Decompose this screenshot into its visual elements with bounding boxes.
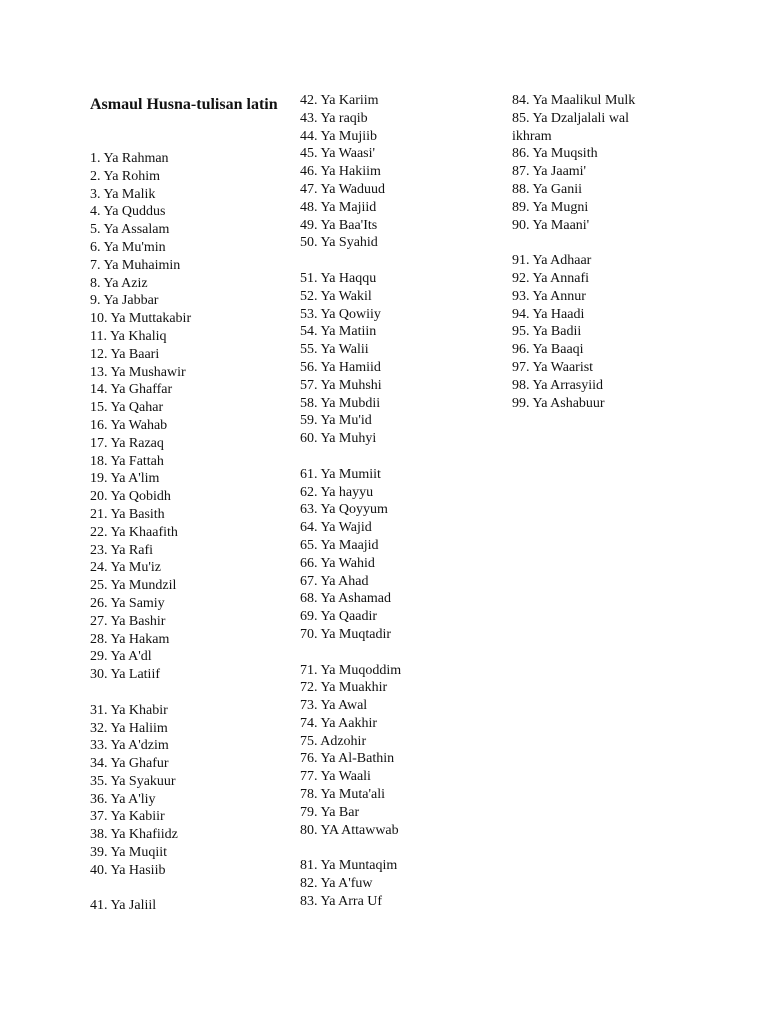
name-list-item: 87. Ya Jaami' xyxy=(512,164,587,180)
name-list-item: 13. Ya Mushawir xyxy=(90,364,186,380)
name-list-item: 37. Ya Kabiir xyxy=(90,809,165,825)
name-list-item: 69. Ya Qaadir xyxy=(300,609,377,625)
name-list-item: 16. Ya Wahab xyxy=(90,417,168,433)
name-list-item: 28. Ya Hakam xyxy=(90,631,170,647)
name-list-item: 61. Ya Mumiit xyxy=(300,466,381,482)
name-list-item: 88. Ya Ganii xyxy=(512,181,583,197)
name-list-item: 96. Ya Baaqi xyxy=(512,342,584,358)
name-list-item: 59. Ya Mu'id xyxy=(300,413,372,429)
name-list-item: 66. Ya Wahid xyxy=(300,555,375,571)
name-list-item: 48. Ya Majiid xyxy=(300,199,377,215)
name-list-item: 52. Ya Wakil xyxy=(300,288,372,304)
name-list-item: 49. Ya Baa'Its xyxy=(300,217,378,233)
name-list-item: 83. Ya Arra Uf xyxy=(300,893,383,909)
name-list-item: 93. Ya Annur xyxy=(512,288,586,304)
name-list-item: 67. Ya Ahad xyxy=(300,573,369,589)
name-list-item: 22. Ya Khaafith xyxy=(90,524,178,540)
name-list-item: 25. Ya Mundzil xyxy=(90,578,177,594)
name-list-item: 45. Ya Waasi' xyxy=(300,146,376,162)
name-list-item: 5. Ya Assalam xyxy=(90,222,170,238)
name-list-item: 44. Ya Mujiib xyxy=(300,128,378,144)
name-list-item: 60. Ya Muhyi xyxy=(300,431,377,447)
name-list-item: 99. Ya Ashabuur xyxy=(512,395,605,411)
name-list-item: 20. Ya Qobidh xyxy=(90,489,171,505)
name-list-item: 81. Ya Muntaqim xyxy=(300,858,398,874)
name-list-item: 75. Adzohir xyxy=(300,733,367,749)
name-list-item: 78. Ya Muta'ali xyxy=(300,787,385,803)
name-list-item: 72. Ya Muakhir xyxy=(300,680,388,696)
name-list-item: 39. Ya Muqiit xyxy=(90,845,168,861)
name-list-item: 74. Ya Aakhir xyxy=(300,715,378,731)
name-list-item: 31. Ya Khabir xyxy=(90,702,168,718)
name-list-item: 73. Ya Awal xyxy=(300,698,368,714)
name-list-item: 9. Ya Jabbar xyxy=(90,293,159,309)
group-spacer xyxy=(300,839,490,857)
name-list-item: 77. Ya Waali xyxy=(300,769,371,785)
name-list-item: 62. Ya hayyu xyxy=(300,484,374,500)
name-list-item: 30. Ya Latiif xyxy=(90,667,160,683)
name-list-item: 63. Ya Qoyyum xyxy=(300,502,388,518)
name-list-item: 6. Ya Mu'min xyxy=(90,239,166,255)
group-spacer xyxy=(300,644,490,662)
name-list-item: 33. Ya A'dzim xyxy=(90,738,169,754)
name-list-item: 51. Ya Haqqu xyxy=(300,270,377,286)
name-list-item: 89. Ya Mugni xyxy=(512,199,589,215)
name-list-item: 85. Ya Dzaljalali wal ikhram xyxy=(512,110,630,144)
name-list-item: 46. Ya Hakiim xyxy=(300,164,381,180)
name-list-item: 92. Ya Annafi xyxy=(512,270,590,286)
group-spacer xyxy=(90,684,280,702)
name-list-item: 80. YA Attawwab xyxy=(300,822,399,838)
name-list-item: 7. Ya Muhaimin xyxy=(90,257,181,273)
name-list-item: 4. Ya Quddus xyxy=(90,204,166,220)
group-spacer xyxy=(300,252,490,270)
name-list-item: 3. Ya Malik xyxy=(90,186,156,202)
name-list-item: 70. Ya Muqtadir xyxy=(300,626,392,642)
name-list-item: 95. Ya Badii xyxy=(512,324,582,340)
name-list-item: 14. Ya Ghaffar xyxy=(90,382,173,398)
name-list-item: 17. Ya Razaq xyxy=(90,435,164,451)
name-list-item: 34. Ya Ghafur xyxy=(90,756,169,772)
name-list-item: 86. Ya Muqsith xyxy=(512,146,598,162)
name-list-item: 2. Ya Rohim xyxy=(90,168,161,184)
name-list-item: 82. Ya A'fuw xyxy=(300,876,373,892)
name-list-item: 42. Ya Kariim xyxy=(300,93,379,108)
name-list-item: 76. Ya Al-Bathin xyxy=(300,751,395,767)
name-list-item: 11. Ya Khaliq xyxy=(90,328,167,344)
name-list-item: 1. Ya Rahman xyxy=(90,151,169,166)
name-list-item: 21. Ya Basith xyxy=(90,506,165,522)
name-list-item: 27. Ya Bashir xyxy=(90,613,166,629)
names-column-1 xyxy=(90,150,280,915)
group-spacer xyxy=(512,234,672,252)
name-list-item: 56. Ya Hamiid xyxy=(300,359,381,375)
name-list-item: 29. Ya A'dl xyxy=(90,649,152,665)
name-list-item: 24. Ya Mu'iz xyxy=(90,560,161,576)
name-list-item: 50. Ya Syahid xyxy=(300,235,378,251)
name-list-item: 64. Ya Wajid xyxy=(300,520,372,536)
name-list-item: 55. Ya Walii xyxy=(300,342,369,358)
name-list-item: 71. Ya Muqoddim xyxy=(300,662,402,678)
group-spacer xyxy=(300,448,490,466)
name-list-item: 32. Ya Haliim xyxy=(90,720,168,736)
name-list-item: 94. Ya Haadi xyxy=(512,306,585,322)
name-list-item: 79. Ya Bar xyxy=(300,804,360,820)
names-column-2 xyxy=(300,92,490,911)
name-list-item: 18. Ya Fattah xyxy=(90,453,164,469)
name-list-item: 15. Ya Qahar xyxy=(90,400,164,416)
name-list-item: 40. Ya Hasiib xyxy=(90,862,166,878)
name-list-item: 58. Ya Mubdii xyxy=(300,395,381,411)
name-list-item: 47. Ya Waduud xyxy=(300,181,385,197)
name-list-item: 84. Ya Maalikul Mulk xyxy=(512,93,636,108)
name-list-item: 53. Ya Qowiiy xyxy=(300,306,381,322)
name-list-item: 54. Ya Matiin xyxy=(300,324,377,340)
name-list-item: 35. Ya Syakuur xyxy=(90,773,176,789)
name-list-item: 12. Ya Baari xyxy=(90,346,160,362)
name-list-item: 26. Ya Samiy xyxy=(90,595,165,611)
name-list-item: 90. Ya Maani' xyxy=(512,217,590,233)
name-list-item: 97. Ya Waarist xyxy=(512,359,594,375)
name-list-item: 43. Ya raqib xyxy=(300,110,368,126)
name-list-item: 23. Ya Rafi xyxy=(90,542,154,558)
name-list-item: 36. Ya A'liy xyxy=(90,791,156,807)
name-list-item: 68. Ya Ashamad xyxy=(300,591,392,607)
name-list-item: 19. Ya A'lim xyxy=(90,471,160,487)
name-list-item: 98. Ya Arrasyiid xyxy=(512,377,604,393)
document-title: Asmaul Husna-tulisan latin xyxy=(90,96,278,113)
name-list-item: 41. Ya Jaliil xyxy=(90,898,157,914)
name-list-item: 57. Ya Muhshi xyxy=(300,377,382,393)
group-spacer xyxy=(90,880,280,898)
name-list-item: 65. Ya Maajid xyxy=(300,537,379,553)
name-list-item: 38. Ya Khafiidz xyxy=(90,827,178,843)
name-list-item: 10. Ya Muttakabir xyxy=(90,311,192,327)
names-column-3 xyxy=(512,92,672,412)
name-list-item: 8. Ya Aziz xyxy=(90,275,148,291)
name-list-item: 91. Ya Adhaar xyxy=(512,253,592,269)
